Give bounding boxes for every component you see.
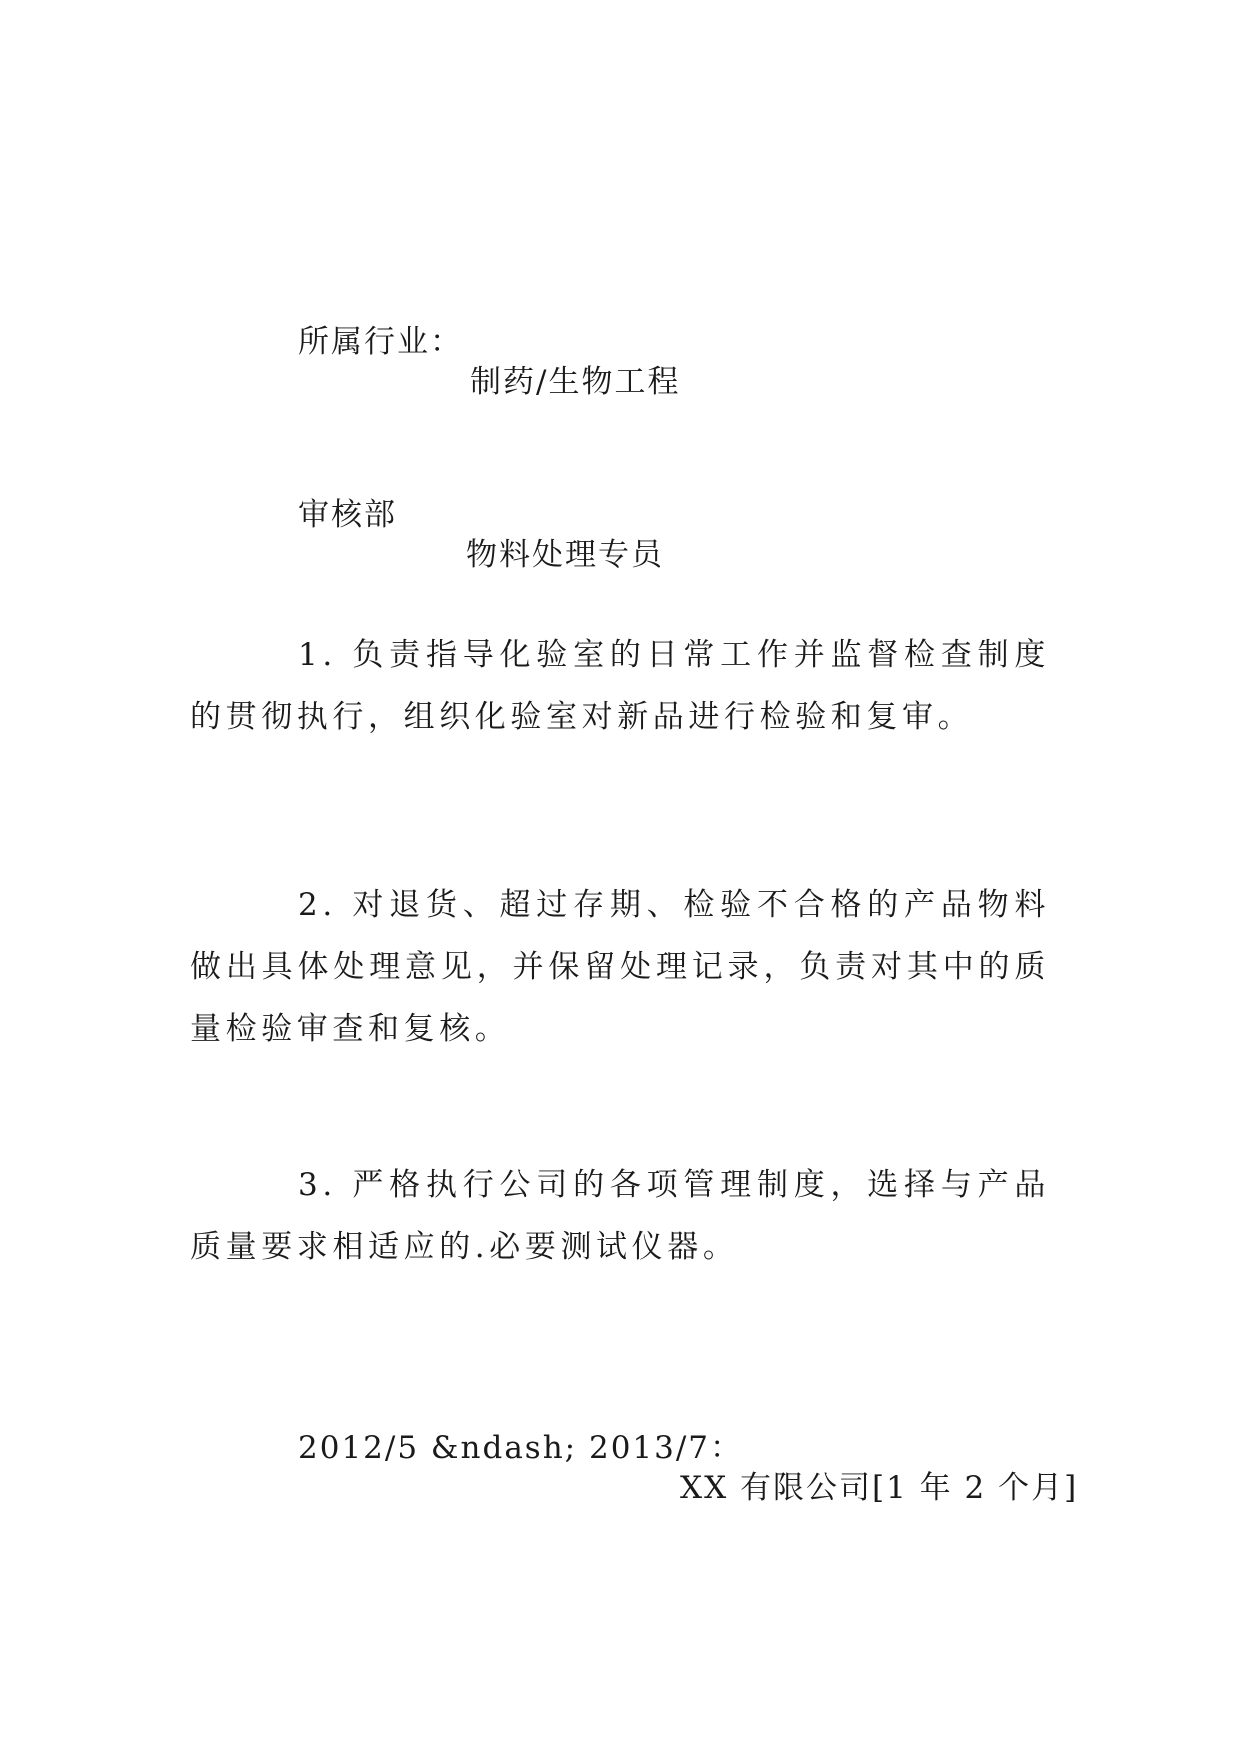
- employment-period-line: [0, 1388, 1241, 1548]
- industry-label: 所属行业：: [298, 324, 463, 360]
- duty-paragraph-3: 3. 严格执行公司的各项管理制度，选择与产品质量要求相适应的.必要测试仪器。: [190, 1167, 1050, 1265]
- duty-paragraph-1: 1. 负责指导化验室的日常工作并监督检查制度的贯彻执行，组织化验室对新品进行检验和复审。: [190, 637, 1050, 735]
- employment-period-range: 2012/5 &ndash; 2013/7：: [298, 1430, 744, 1466]
- industry-line: [0, 282, 1241, 442]
- employment-company: XX 有限公司[1 年 2 个月]: [680, 1470, 1079, 1506]
- department-line: [0, 455, 1241, 615]
- duty-paragraph-2: 2. 对退货、超过存期、检验不合格的产品物料做出具体处理意见，并保留处理记录，负责对其中的质量检验审查和复核。: [190, 887, 1050, 1047]
- department-name: 审核部: [298, 497, 397, 533]
- industry-value: 制药/生物工程: [470, 364, 681, 400]
- position-title: 物料处理专员: [466, 537, 664, 573]
